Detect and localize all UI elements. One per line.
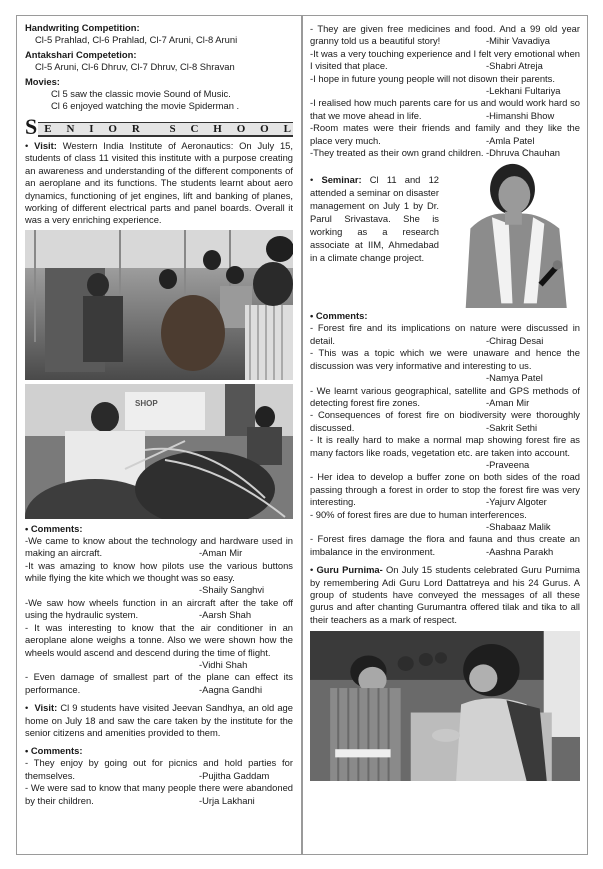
visit-old-age-home bbox=[25, 702, 293, 739]
comments-old-age-home bbox=[25, 745, 293, 807]
heading-letter: H bbox=[213, 122, 222, 135]
comment-text: -I hope in future young people will not disown their parents. bbox=[310, 72, 555, 84]
comment-text: -Room mates were their friends and family and they like the place very much. bbox=[310, 122, 580, 146]
comment-text: -We came to know about the technology and hardware used in making an aircraft. bbox=[25, 534, 293, 559]
comment-author: -Namya Patel bbox=[486, 372, 543, 384]
comment bbox=[25, 782, 293, 807]
seminar-section bbox=[310, 163, 580, 308]
comment bbox=[310, 97, 580, 122]
comments-old-age-home-continued bbox=[310, 23, 580, 159]
comment-text: - This was a topic which we were unaware and hence the discussion was very informative and interesting to us. bbox=[310, 347, 580, 371]
comments-label: Comments: bbox=[30, 745, 83, 757]
comment-author: -Mihir Vavadiya bbox=[486, 35, 550, 47]
comment-text: - It is really hard to make a normal map showing forest fire as many factors like roads, vegetation etc. are taken into account. bbox=[310, 434, 580, 458]
shop-sign: SHOP bbox=[135, 398, 158, 408]
movie-line: Cl 5 saw the classic movie Sound of Music. bbox=[51, 88, 231, 99]
photo-speaker bbox=[445, 163, 580, 308]
comment-author: -Lekhani Fultariya bbox=[486, 85, 561, 97]
comment-author: -Chirag Desai bbox=[486, 334, 544, 346]
handwriting-winners: Cl-5 Prahlad, Cl-6 Prahlad, Cl-7 Aruni, Cl-8 Aruni bbox=[35, 34, 238, 45]
guru-purnima-image bbox=[310, 631, 580, 781]
comments-label: Comments: bbox=[30, 522, 83, 534]
bullet: • bbox=[25, 745, 31, 757]
comment bbox=[310, 73, 580, 98]
comments-aeronautics bbox=[25, 523, 293, 696]
comment bbox=[310, 471, 580, 508]
comments-heading bbox=[310, 310, 580, 322]
heading-initial: S bbox=[25, 114, 38, 139]
comment-author: -Aagna Gandhi bbox=[199, 683, 263, 695]
comment bbox=[310, 434, 580, 471]
movies-title: Movies: bbox=[25, 76, 60, 87]
comment-text: - Forest fire and its implications on nature were discussed in detail. bbox=[310, 322, 580, 346]
comment-text: - Her idea to develop a buffer zone on both sides of the road passing through a forest in order to stop the forest fire was very interesting. bbox=[310, 471, 580, 508]
comment bbox=[25, 560, 293, 597]
heading-letter: S bbox=[169, 122, 176, 135]
comment bbox=[310, 48, 580, 73]
comment bbox=[25, 671, 293, 696]
comment bbox=[25, 622, 293, 672]
heading-letter: I bbox=[89, 122, 94, 135]
comment-author: -Amla Patel bbox=[486, 134, 535, 146]
heading-letter: N bbox=[66, 122, 75, 135]
comment-text: -I realised how much parents care for us and would work hard so that we move ahead in life. bbox=[310, 97, 580, 121]
comment bbox=[310, 122, 580, 147]
comments-heading bbox=[25, 745, 293, 757]
comment-author: -Dhruva Chauhan bbox=[486, 147, 561, 159]
comment-author: -Yajurv Algoter bbox=[486, 496, 547, 508]
comment bbox=[310, 23, 580, 48]
bullet: • bbox=[25, 702, 35, 714]
handwriting-title: Handwriting Competition: bbox=[25, 22, 140, 33]
movies bbox=[25, 76, 293, 112]
comment-text: - It was interesting to know that the air conditioner in an aeroplane alone weighs a tonne. Also we were shown how the wheels would ascend and descend during the time of flight. bbox=[25, 621, 293, 658]
comment bbox=[25, 757, 293, 782]
antakshari-competition bbox=[25, 49, 293, 73]
heading-letter: O bbox=[260, 122, 269, 135]
comment-author: -Himanshi Bhow bbox=[486, 109, 555, 121]
senior-school-heading bbox=[25, 114, 293, 139]
comment-author: -Shabaaz Malik bbox=[486, 520, 551, 532]
photo-engine-image bbox=[25, 384, 293, 519]
comment bbox=[310, 322, 580, 347]
comment bbox=[310, 347, 580, 384]
comment-author: -Aman Mir bbox=[199, 547, 243, 559]
seminar-text-block bbox=[310, 163, 439, 308]
seminar-label: Seminar: bbox=[321, 174, 362, 186]
speaker-image bbox=[445, 163, 580, 308]
bullet: • bbox=[25, 522, 31, 534]
comments-seminar bbox=[310, 310, 580, 558]
comment-text: - We were sad to know that many people there were abandoned by their children. bbox=[25, 782, 293, 806]
bullet: • bbox=[310, 564, 317, 576]
visit-aeronautics bbox=[25, 140, 293, 227]
comment bbox=[310, 409, 580, 434]
visit-label: Visit: bbox=[34, 140, 57, 151]
comment-text: -We saw how wheels function in an aircraft after the take off using the hydraulic system. bbox=[25, 596, 293, 621]
comment-author: -Shaily Sanghvi bbox=[199, 584, 265, 596]
photo-aircraft-engine bbox=[25, 384, 293, 519]
seminar-text: Cl 11 and 12 attended a seminar on disaster management on July 1 by Dr. Parul Srivastava. She is working as a research associate at IIM, Ahmedabad in a climate change project. bbox=[310, 174, 439, 264]
heading-letter: L bbox=[283, 122, 291, 135]
heading-letter: R bbox=[131, 122, 140, 135]
guru-purnima bbox=[310, 564, 580, 626]
comment-text: - Consequences of forest fire on biodiversity were thoroughly discussed. bbox=[310, 409, 580, 433]
comment-author: -Aman Mir bbox=[486, 396, 530, 408]
comment-author: -Aashna Parakh bbox=[486, 545, 554, 557]
bullet: • bbox=[310, 174, 322, 186]
comment-author: -Praveena bbox=[486, 458, 530, 470]
comments-heading bbox=[25, 523, 293, 535]
photo-students-at-institute bbox=[25, 230, 293, 380]
visit-label: Visit: bbox=[34, 702, 58, 714]
comment-author: -Vidhi Shah bbox=[199, 658, 248, 670]
comment-text: -They treated as their own grand children. bbox=[310, 147, 484, 159]
movie-line: Cl 6 enjoyed watching the movie Spiderman . bbox=[51, 100, 240, 111]
comment-text: -It was a very touching experience and I felt very emotional when I visited that place. bbox=[310, 47, 580, 72]
bullet: • bbox=[310, 310, 316, 322]
guru-label: Guru Purnima- bbox=[316, 564, 383, 576]
bullet: • bbox=[25, 140, 29, 151]
left-column bbox=[16, 15, 302, 855]
comment bbox=[310, 147, 580, 159]
photo-guru-purnima bbox=[310, 631, 580, 781]
heading-letter: O bbox=[108, 122, 117, 135]
photo-students-image bbox=[25, 230, 293, 380]
comment-text: - They enjoy by going out for picnics and hold parties for themselves. bbox=[25, 757, 293, 781]
visit-text: Western India Institute of Aeronautics: On July 15, students of class 11 visited this institute with a purpose creating an awareness and understanding of the different components of an aeroplane and its functions. The students learnt about aero dynamics, functioning of jet engines, lift and banking of planes, working of different electrical parts and panel boards. Overall it was a very enriching experience. bbox=[25, 140, 293, 226]
comment-text: - We learnt various geographical, satellite and GPS methods of detecting forest fire zones. bbox=[310, 384, 580, 408]
heading-letter: C bbox=[190, 122, 199, 135]
handwriting-competition bbox=[25, 22, 293, 46]
comment-author: -Aarsh Shah bbox=[199, 609, 252, 621]
comments-label: Comments: bbox=[315, 310, 368, 322]
guru-text: On July 15 students celebrated Guru Purnima by remembering Adi Guru Lord Dattatreya and his 24 Gurus. A group of students have conveyed the messages of all these gurus and after chanting Gurumantra offered tilak and tika to all their teachers as a mark of respect. bbox=[310, 564, 580, 625]
heading-letter: O bbox=[236, 122, 246, 135]
visit-text: Cl 9 students have visited Jeevan Sandhya, an old age home on July 18 and saw the care taken by the institute for the senior citizens and amenities provided to them. bbox=[25, 702, 293, 738]
comment bbox=[310, 385, 580, 410]
antakshari-title: Antakshari Competetion: bbox=[25, 49, 137, 60]
comment bbox=[25, 535, 293, 560]
comment-text: - They are given free medicines and food. And a 99 old year granny told us a beautiful story! bbox=[310, 23, 580, 47]
comment-author: -Urja Lakhani bbox=[199, 794, 255, 806]
right-column bbox=[303, 15, 588, 855]
comment-author: -Sakrit Sethi bbox=[486, 421, 538, 433]
antakshari-winners: Cl-5 Aruni, Cl-6 Dhruv, Cl-7 Dhruv, Cl-8 Shravan bbox=[35, 61, 235, 72]
comment-text: - Even damage of smallest part of the plane can effect its performance. bbox=[25, 671, 293, 695]
comment-text: - 90% of forest fires are due to human interferences. bbox=[310, 508, 527, 520]
comment-author: -Shabri Atreja bbox=[486, 60, 543, 72]
heading-letter: E bbox=[44, 122, 52, 135]
comment bbox=[310, 509, 580, 534]
comment-text: - Forest fires damage the flora and fauna and thus create an imbalance in the environment. bbox=[310, 533, 580, 557]
comment bbox=[25, 597, 293, 622]
comment-author: -Pujitha Gaddam bbox=[199, 769, 270, 781]
comment-text: -It was amazing to know how pilots use the various buttons while flying the kite which we thought was so easy. bbox=[25, 559, 293, 584]
heading-letters bbox=[38, 122, 293, 137]
comment bbox=[310, 533, 580, 558]
